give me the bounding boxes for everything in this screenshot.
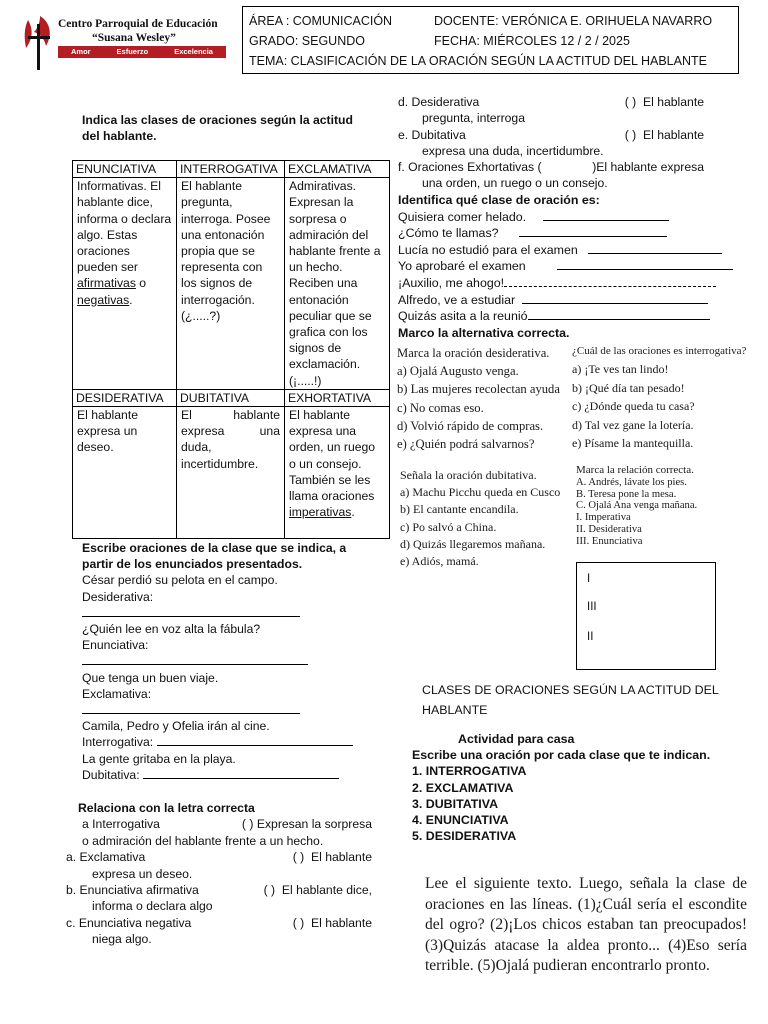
relate-desc: Expresan la sorpresa — [256, 817, 372, 832]
answer-line[interactable] — [519, 225, 667, 237]
quiz-title: ¿Cuál de las oraciones es interrogativa? — [572, 345, 747, 357]
quiz-option[interactable]: e) ¿Quién podrá salvarnos? — [397, 437, 535, 452]
write-type: Enunciativa: — [82, 638, 149, 653]
write-type: Desiderativa: — [82, 589, 154, 604]
quiz-relacion — [576, 465, 746, 548]
answer-paren[interactable]: ( ) — [624, 127, 637, 142]
mark-title: Marco la alternativa correcta. — [398, 325, 570, 340]
homework-item: 3. DUBITATIVA — [412, 796, 499, 811]
identify-item: Lucía no estudió para el examen — [398, 242, 578, 257]
write-sentence: César perdió su pelota en el campo. — [82, 573, 278, 588]
area-label: ÁREA : COMUNICACIÓN — [249, 14, 393, 28]
homework-title: Actividad para casa — [458, 732, 575, 746]
relate-exercise — [66, 800, 372, 948]
answer-line[interactable] — [588, 242, 722, 254]
quiz-option[interactable]: c) No comas eso. — [397, 400, 484, 415]
relation-answer: III — [587, 601, 597, 613]
relate-desc: o admiración del hablante frente a un hecho. — [82, 833, 324, 848]
relation-answer-box[interactable] — [576, 562, 716, 670]
motto-word: Excelencia — [174, 47, 213, 56]
school-logo — [14, 8, 218, 62]
relate-term: a. Exclamativa — [66, 850, 146, 865]
quiz-title: Marca la relación correcta. — [576, 464, 694, 476]
relate-desc: El hablante — [311, 850, 372, 865]
quiz-option[interactable]: b) El cantante encandila. — [400, 502, 519, 517]
header-cell: ENUNCIATIVA — [73, 161, 177, 178]
quiz-option[interactable]: a) ¡Te ves tan lindo! — [572, 362, 669, 377]
classes-heading: CLASES DE ORACIONES SEGÚN LA ACTITUD DEL HABLANTE — [422, 683, 719, 717]
identify-item: Alfredo, ve a estudiar — [398, 292, 516, 307]
relate-term: c. Enunciativa negativa — [66, 915, 192, 930]
identify-item: Quisiera comer helado. — [398, 209, 527, 224]
relation-answer: I — [587, 573, 591, 585]
quiz-option: I. Imperativa — [576, 512, 631, 524]
quiz-title: Señala la oración dubitativa. — [400, 468, 537, 482]
write-sentence: ¿Quién lee en voz alta la fábula? — [82, 622, 261, 637]
answer-line[interactable] — [82, 702, 300, 714]
write-sentence: La gente gritaba en la playa. — [82, 751, 236, 766]
answer-line[interactable] — [557, 258, 733, 270]
homework-instruction: Escribe una oración por cada clase que te indican. — [412, 748, 711, 763]
quiz-option: C. Ojalá Ana venga mañana. — [576, 500, 698, 512]
enunciativa-cell: Informativas. El hablante dice, informa o declara algo. Estas oraciones pueden ser afirmativas o negativas. — [73, 178, 177, 390]
relate-desc: expresa una duda, incertidumbre. — [422, 143, 604, 158]
relate-desc: El hablante — [643, 95, 704, 109]
answer-line[interactable] — [82, 653, 308, 665]
quiz-option[interactable]: a) Ojalá Augusto venga. — [397, 364, 519, 379]
relate-desc: El hablante — [311, 915, 372, 930]
quiz-option[interactable]: a) Machu Picchu queda en Cusco — [400, 485, 561, 500]
write-exercise — [82, 540, 372, 783]
write-type: Interrogativa: — [82, 735, 154, 750]
homework-item: 4. ENUNCIATIVA — [412, 813, 509, 828]
motto-word: Amor — [70, 47, 91, 56]
identify-item: ¡Auxilio, me ahogo! — [398, 275, 505, 290]
write-type: Dubitativa: — [82, 767, 140, 782]
relate-term: f. Oraciones Exhortativas ( — [398, 160, 542, 175]
teacher-label: DOCENTE: VERÓNICA E. ORIHUELA NAVARRO — [434, 14, 713, 28]
relate-term: a Interrogativa — [82, 817, 160, 832]
header-cell: EXHORTATIVA — [285, 389, 390, 406]
header-info-box — [242, 6, 739, 74]
date-label: FECHA: MIÉRCOLES 12 / 2 / 2025 — [434, 34, 630, 48]
homework-item: 1. INTERROGATIVA — [412, 764, 527, 779]
write-sentence: Camila, Pedro y Ofelia irán al cine. — [82, 719, 270, 734]
quiz-title: Marca la oración desiderativa. — [397, 346, 550, 360]
identify-item: Yo aprobaré el examen — [398, 259, 526, 274]
relate-term: b. Enunciativa afirmativa — [66, 883, 199, 898]
answer-paren[interactable]: ( ) — [292, 915, 305, 930]
write-sentence: Que tenga un buen viaje. — [82, 670, 219, 685]
quiz-option[interactable]: d) Tal vez gane la lotería. — [572, 417, 694, 432]
quiz-option: A. Andrés, lávate los pies. — [576, 476, 687, 488]
header-cell: DUBITATIVA — [177, 389, 285, 406]
desiderativa-cell: El hablante expresa un deseo. — [73, 407, 177, 539]
header-cell: INTERROGATIVA — [177, 161, 285, 178]
answer-paren[interactable]: ( ) — [263, 883, 276, 898]
quiz-interrogativa — [572, 342, 747, 452]
motto-bar — [58, 46, 226, 58]
homework-block — [412, 731, 732, 844]
identify-title: Identifica qué clase de oración es: — [398, 193, 600, 207]
relate-desc: niega algo. — [92, 932, 152, 947]
header-cell: DESIDERATIVA — [73, 389, 177, 406]
relate-term: d. Desiderativa — [398, 95, 480, 109]
answer-line[interactable] — [522, 292, 708, 304]
answer-line[interactable] — [82, 605, 300, 617]
quiz-option[interactable]: c) ¿Dónde queda tu casa? — [572, 399, 695, 414]
relate-desc: expresa un deseo. — [92, 866, 193, 881]
answer-line[interactable] — [157, 734, 353, 746]
quiz-option[interactable]: b) Las mujeres recolectan ayuda — [397, 382, 560, 397]
relate-desc: una orden, un ruego o un consejo. — [422, 176, 608, 191]
relation-answer: II — [587, 631, 594, 643]
grade-label: GRADO: SEGUNDO — [249, 34, 365, 48]
answer-paren[interactable]: ( ) — [624, 95, 637, 109]
relate-desc: El hablante dice, — [281, 883, 372, 898]
school-name-line2: “Susana Wesley” — [92, 32, 176, 44]
quiz-option: II. Desiderativa — [576, 523, 642, 535]
relate-continuation — [398, 94, 704, 192]
answer-line[interactable] — [504, 278, 716, 287]
relate-desc: El hablante expresa — [596, 160, 704, 175]
interrogativa-cell: El hablante pregunta, interroga. Posee una entonación propia que se representa con los signos de interrogación. (¿.....?) — [177, 178, 285, 390]
relate-desc: informa o declara algo — [92, 899, 213, 914]
identify-item: ¿Cómo te llamas? — [398, 226, 499, 241]
homework-item: 5. DESIDERATIVA — [412, 829, 517, 844]
quiz-option[interactable]: e) Písame la mantequilla. — [572, 436, 694, 451]
exclamativa-cell: Admirativas. Expresan la sorpresa o admiración del hablante frente a un hecho. Reciben una entonación peculiar que se grafica con los signos de exclamación. (¡.....!) — [285, 178, 390, 390]
reading-exercise: Lee el siguiente texto. Luego, señala la clase de oraciones en las líneas. (1)¿Cuál sería el escondite del ogro? (2)¡Los chicos estaban tan preocupados! (3)Quizás atacase la aldea pronto... (4)Eso sería terrible. (5)Ojalá pudieran encontrarlo pronto. — [425, 875, 747, 975]
quiz-option[interactable]: e) Adiós, mamá. — [400, 554, 479, 569]
relate-desc: El hablante — [643, 127, 704, 142]
quiz-option[interactable]: d) Volvió rápido de compras. — [397, 418, 544, 433]
quiz-option[interactable]: c) Po salvó a China. — [400, 519, 497, 534]
quiz-option[interactable]: d) Quizás llegaremos mañana. — [400, 536, 546, 551]
answer-paren[interactable]: ) — [592, 160, 597, 175]
homework-item: 2. EXCLAMATIVA — [412, 780, 514, 795]
instruction-heading: Indica las clases de oraciones según la actitud del hablante. — [82, 113, 353, 143]
write-type: Exclamativa: — [82, 686, 152, 701]
answer-line[interactable] — [528, 308, 710, 320]
answer-line[interactable] — [543, 209, 669, 221]
relate-title: Relaciona con la letra correcta — [78, 801, 255, 815]
sentence-types-table — [72, 160, 390, 539]
exhortativa-cell: El hablante expresa una orden, un ruego o un consejo. También se les llama oraciones imperativas. — [285, 407, 390, 539]
dubitativa-cell: El hablante expresa una duda, incertidumbre. — [177, 407, 285, 539]
write-title: Escribe oraciones de la clase que se indica, a partir de los enunciados presentados. — [82, 541, 347, 572]
topic-label: TEMA: CLASIFICACIÓN DE LA ORACIÓN SEGÚN LA ACTITUD DEL HABLANTE — [249, 54, 707, 68]
motto-word: Esfuerzo — [116, 47, 149, 56]
school-name-line1: Centro Parroquial de Educación — [58, 18, 218, 30]
answer-paren[interactable]: ( ) — [241, 817, 254, 832]
quiz-option: III. Enunciativa — [576, 535, 643, 547]
relate-desc: pregunta, interroga — [422, 111, 525, 126]
header-cell: EXCLAMATIVA — [285, 161, 390, 178]
relate-term: e. Dubitativa — [398, 127, 466, 142]
quiz-option: B. Teresa pone la mesa. — [576, 488, 677, 500]
quiz-dubitativa — [400, 467, 570, 570]
identify-exercise — [398, 192, 738, 341]
cross-flame-icon — [20, 10, 60, 70]
answer-paren[interactable]: ( ) — [292, 850, 305, 865]
quiz-option[interactable]: b) ¡Qué día tan pesado! — [572, 380, 685, 395]
identify-item: Quizás asita a la reunió — [398, 309, 528, 324]
quiz-desiderativa — [397, 344, 567, 453]
answer-line[interactable] — [143, 767, 339, 779]
